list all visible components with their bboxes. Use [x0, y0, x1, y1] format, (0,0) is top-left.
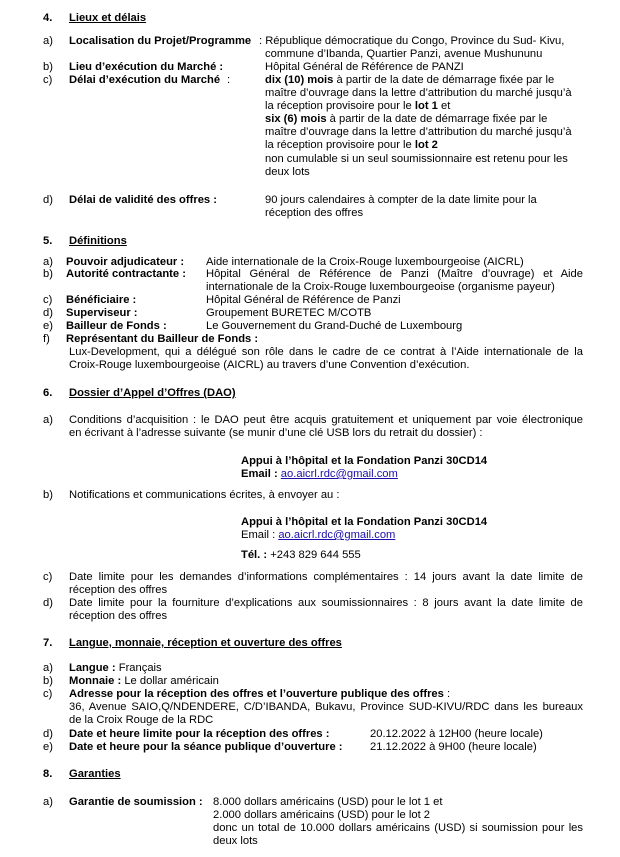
- supervisor-value: Groupement BURETEC M/COTB: [206, 307, 372, 319]
- execution-delay-line: six (6) mois à partir de la date de démarrage fixée par le: [265, 113, 548, 125]
- item-letter: b): [43, 675, 53, 687]
- section-4-number: 4.: [43, 12, 53, 24]
- offer-validity-value: 90 jours calendaires à compter de la date limite pour la: [265, 194, 537, 206]
- section-7-number: 7.: [43, 637, 53, 649]
- item-letter: b): [43, 489, 53, 501]
- execution-delay-label: Délai d’exécution du Marché: [69, 74, 221, 86]
- language-line: Langue : Français: [69, 662, 162, 674]
- item-letter: a): [43, 662, 53, 674]
- opening-session-label: Date et heure pour la séance publique d’ouverture :: [69, 741, 343, 753]
- bid-guarantee-value: 2.000 dollars américains (USD) pour le lot 2: [213, 809, 431, 821]
- project-location-value: commune d’Ibanda, Quartier Panzi, avenue Mushununu: [265, 48, 543, 60]
- contracting-party-label: Autorité contractante :: [66, 268, 186, 280]
- section-6-title: Dossier d’Appel d’Offres (DAO): [69, 387, 236, 399]
- item-letter: d): [43, 307, 53, 319]
- acquisition-conditions-text: Conditions d’acquisition : le DAO peut être acquis gratuitement et uniquement par voie électronique: [69, 414, 583, 426]
- funder-representative-text: Croix-Rouge luxembourgeoise (AICRL) au travers d’une Convention d’exécution.: [69, 359, 470, 371]
- item-letter: f): [43, 333, 50, 345]
- contracting-party-value: Hôpital Général de Référence de Panzi (Maître d’ouvrage) et Aide: [206, 268, 583, 280]
- item-letter: b): [43, 61, 53, 73]
- item-letter: a): [43, 414, 53, 426]
- label-colon: :: [227, 74, 231, 86]
- section-7-title: Langue, monnaie, réception et ouverture des offres: [69, 637, 342, 649]
- section-8-title: Garanties: [69, 768, 121, 780]
- item-letter: b): [43, 268, 53, 280]
- execution-delay-line: la réception provisoire pour le lot 1 et: [265, 100, 451, 112]
- execution-delay-line: deux lots: [265, 166, 310, 178]
- submission-deadline-value: 20.12.2022 à 12H00 (heure locale): [370, 728, 543, 740]
- contact-email-line: Email : ao.aicrl.rdc@gmail.com: [241, 529, 396, 541]
- funder-value: Le Gouvernement du Grand-Duché de Luxembourg: [206, 320, 463, 332]
- currency-line: Monnaie : Le dollar américain: [69, 675, 219, 687]
- contact-email-line: Email : ao.aicrl.rdc@gmail.com: [241, 468, 398, 480]
- item-letter: c): [43, 294, 53, 306]
- funder-representative-label: Représentant du Bailleur de Fonds :: [66, 333, 259, 345]
- item-letter: c): [43, 688, 53, 700]
- bid-guarantee-value: deux lots: [213, 835, 258, 847]
- submission-deadline-label: Date et heure limite pour la réception des offres :: [69, 728, 330, 740]
- execution-place-value: Hôpital Général de Référence de PANZI: [265, 61, 464, 73]
- item-letter: a): [43, 796, 53, 808]
- project-location-value: : République démocratique du Congo, Province du Sud- Kivu,: [259, 35, 565, 47]
- section-5-number: 5.: [43, 235, 53, 247]
- contact-phone-line: Tél. : +243 829 644 555: [241, 549, 361, 561]
- opening-session-value: 21.12.2022 à 9H00 (heure locale): [370, 741, 537, 753]
- funder-label: Bailleur de Fonds :: [66, 320, 167, 332]
- item-letter: e): [43, 320, 53, 332]
- explanations-deadline: Date limite pour la fourniture d’explications aux soumissionnaires : 8 jours avant la date limite de: [69, 597, 583, 609]
- bid-guarantee-value: 8.000 dollars américains (USD) pour le lot 1 et: [213, 796, 443, 808]
- item-letter: d): [43, 194, 53, 206]
- email-link[interactable]: ao.aicrl.rdc@gmail.com: [280, 468, 398, 480]
- item-letter: e): [43, 741, 53, 753]
- bid-guarantee-label: Garantie de soumission :: [69, 796, 203, 808]
- email-link[interactable]: ao.aicrl.rdc@gmail.com: [278, 529, 396, 541]
- execution-delay-line: non cumulable si un seul soumissionnaire est retenu pour les: [265, 153, 568, 165]
- contracting-authority-label: Pouvoir adjudicateur :: [66, 256, 185, 268]
- funder-representative-text: Lux-Development, qui a délégué son rôle dans le cadre de ce contrat à l’Aide internationale de la: [69, 346, 583, 358]
- acquisition-conditions-text: en écrivant à l’adresse suivante (se munir d’une clé USB lors du retrait du dossier) :: [69, 427, 483, 439]
- info-request-deadline: Date limite pour les demandes d’informations complémentaires : 14 jours avant la date limite de: [69, 571, 583, 583]
- supervisor-label: Superviseur :: [66, 307, 138, 319]
- contact-organisation: Appui à l’hôpital et la Fondation Panzi 30CD14: [241, 455, 488, 467]
- execution-delay-line: dix (10) mois à partir de la date de démarrage fixée par le: [265, 74, 555, 86]
- offers-address-label: Adresse pour la réception des offres et l’ouverture publique des offres :: [69, 688, 451, 700]
- project-location-label: Localisation du Projet/Programme: [69, 35, 252, 47]
- contracting-authority-value: Aide internationale de la Croix-Rouge luxembourgeoise (AICRL): [206, 256, 524, 268]
- notifications-text: Notifications et communications écrites, à envoyer au :: [69, 489, 340, 501]
- offer-validity-label: Délai de validité des offres :: [69, 194, 217, 206]
- info-request-deadline: réception des offres: [69, 584, 168, 596]
- offers-address-text: de la Croix Rouge de la RDC: [69, 714, 214, 726]
- beneficiary-label: Bénéficiaire :: [66, 294, 137, 306]
- section-8-number: 8.: [43, 768, 53, 780]
- item-letter: d): [43, 597, 53, 609]
- contact-organisation: Appui à l’hôpital et la Fondation Panzi 30CD14: [241, 516, 488, 528]
- execution-delay-line: maître d’ouvrage dans la lettre d’attribution du marché jusqu’à: [265, 87, 572, 99]
- item-letter: a): [43, 35, 53, 47]
- execution-delay-line: maître d’ouvrage dans la lettre d’attribution du marché jusqu’à: [265, 126, 572, 138]
- section-5-title: Définitions: [69, 235, 127, 247]
- explanations-deadline: réception des offres: [69, 610, 168, 622]
- item-letter: a): [43, 256, 53, 268]
- execution-delay-line: la réception provisoire pour le lot 2: [265, 139, 438, 151]
- execution-place-label: Lieu d’exécution du Marché :: [69, 61, 224, 73]
- item-letter: d): [43, 728, 53, 740]
- bid-guarantee-value: donc un total de 10.000 dollars américains (USD) si soumission pour les: [213, 822, 583, 834]
- section-6-number: 6.: [43, 387, 53, 399]
- item-letter: c): [43, 571, 53, 583]
- offer-validity-value: réception des offres: [265, 207, 364, 219]
- item-letter: c): [43, 74, 53, 86]
- contracting-party-value: internationale de la Croix-Rouge luxembourgeoise (organisme payeur): [206, 281, 555, 293]
- section-4-title: Lieux et délais: [69, 12, 147, 24]
- beneficiary-value: Hôpital Général de Référence de Panzi: [206, 294, 401, 306]
- offers-address-text: 36, Avenue SAIO,Q/NDENDERE, C/D’IBANDA, Bukavu, Province SUD-KIVU/RDC dans les bureaux: [69, 701, 583, 713]
